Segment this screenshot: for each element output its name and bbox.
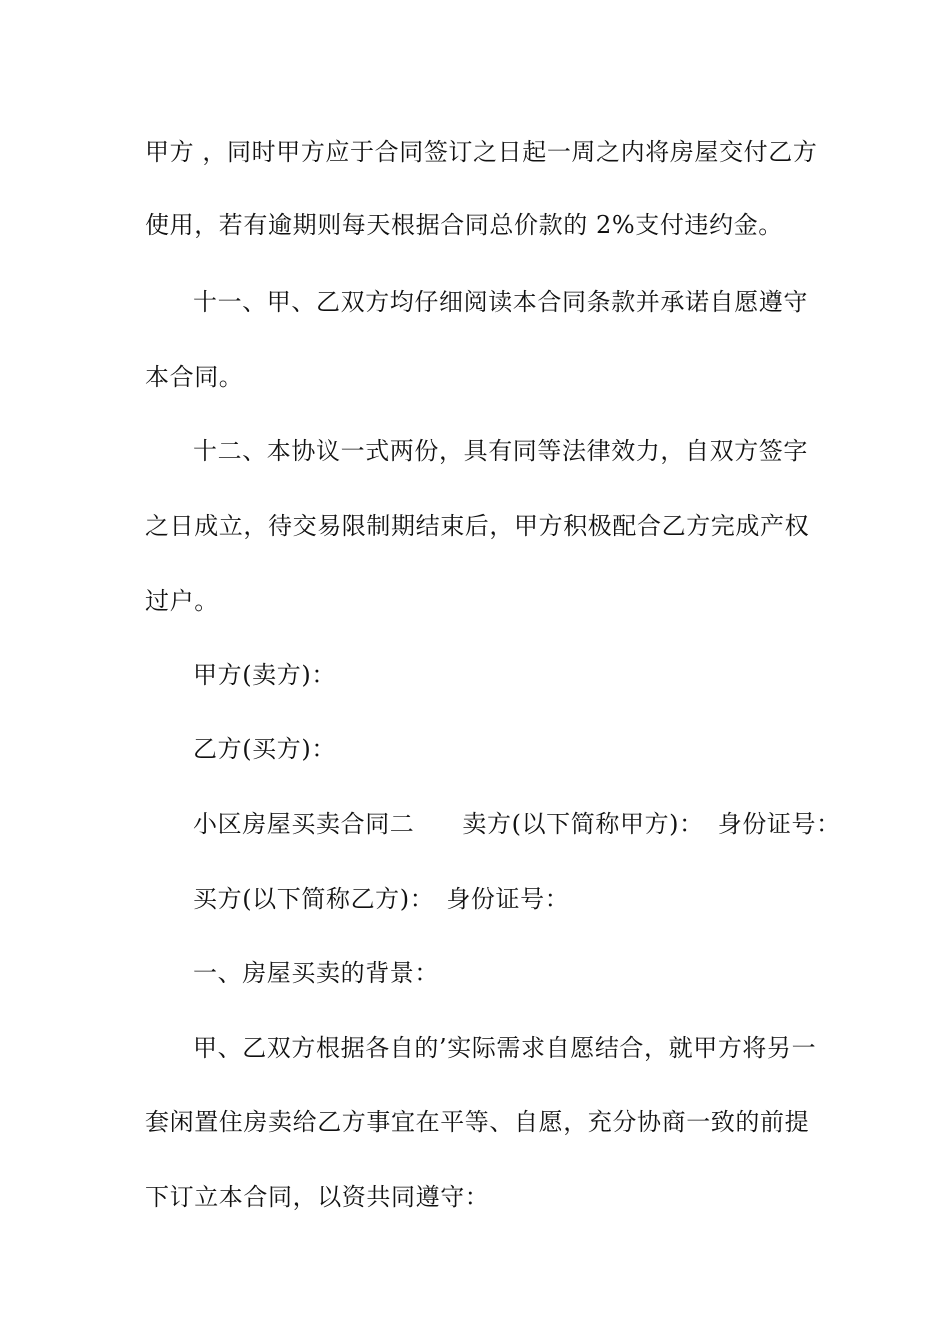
- clause-eleven-line: 十一、甲、乙双方均仔细阅读本合同条款并承诺自愿遵守: [193, 288, 808, 316]
- buyer-line: [193, 884, 569, 914]
- paragraph-line: 之日成立，待交易限制期结束后，甲方积极配合乙方完成产权: [145, 512, 810, 540]
- buyer-label: 买方(以下简称乙方)：: [193, 885, 435, 913]
- paragraph-line: 甲方 ，同时甲方应于合同签订之日起一周之内将房屋交付乙方: [145, 138, 818, 166]
- paragraph-line: 套闲置住房卖给乙方事宜在平等、自愿，充分协商一致的前提: [145, 1108, 810, 1136]
- buyer-id-label: 身份证号：: [446, 885, 570, 913]
- clause-twelve-line: 十二、本协议一式两份，具有同等法律效力，自双方签字: [193, 437, 808, 465]
- seller-id-label: 身份证号：: [717, 810, 841, 838]
- party-b-signature-label: 乙方(买方)：: [193, 735, 336, 763]
- paragraph-line: 使用，若有逾期则每天根据合同总价款的 2%支付违约金。: [145, 211, 783, 239]
- paragraph-line: 本合同。: [145, 363, 244, 391]
- section-one-heading: 一、房屋买卖的背景：: [193, 959, 439, 987]
- contract-two-title: 小区房屋买卖合同二: [193, 810, 415, 838]
- paragraph-line: 下订立本合同，以资共同遵守：: [145, 1183, 490, 1211]
- seller-label: 卖方(以下简称甲方)：: [462, 810, 704, 838]
- party-a-signature-label: 甲方(卖方)：: [193, 661, 336, 689]
- paragraph-line: 甲、乙双方根据各自的’实际需求自愿结合，就甲方将另一: [193, 1034, 817, 1062]
- paragraph-line: 过户。: [145, 587, 219, 615]
- contract-two-header: [193, 809, 841, 839]
